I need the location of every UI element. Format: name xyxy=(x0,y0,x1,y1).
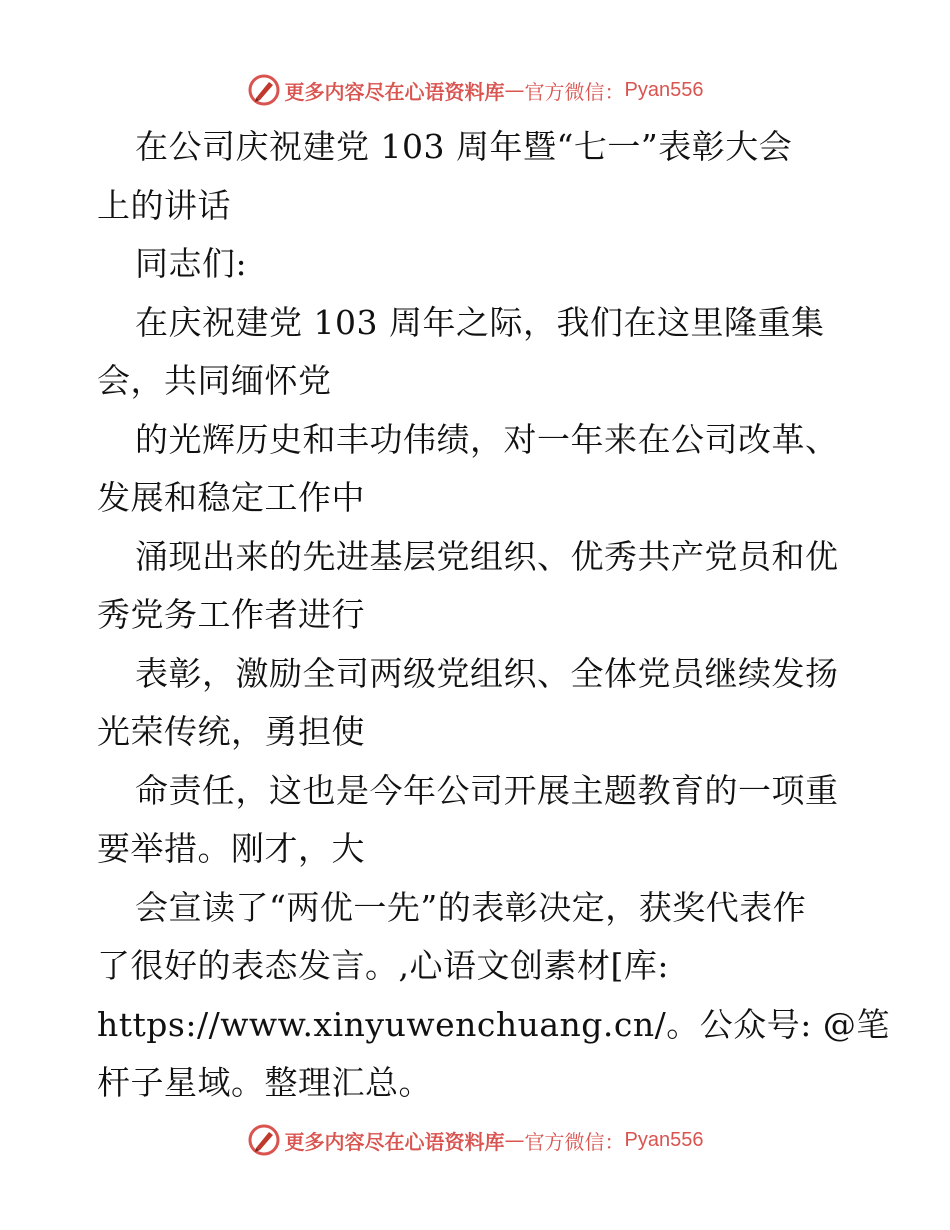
banner-wechat-label: 官方微信： xyxy=(524,1129,625,1154)
banner-wechat-id: Pyan556 xyxy=(624,1128,704,1151)
pen-logo-icon xyxy=(247,73,281,107)
salutation: 同志们: xyxy=(135,244,248,283)
banner-dash: — xyxy=(504,78,525,102)
paragraph-line: 的光辉历史和丰功伟绩，对一年来在公司改革、 xyxy=(135,419,839,459)
banner-site-text: 更多内容尽在心语资料库 xyxy=(284,1129,505,1154)
paragraph-line: 会，共同缅怀党 xyxy=(97,361,332,400)
paragraph-line: 秀党务工作者进行 xyxy=(97,595,365,634)
paragraph-line: 杆子星域。整理汇总。 xyxy=(97,1063,432,1102)
paragraph-line: 会宣读了“两优一先”的表彰决定，获奖代表作 xyxy=(135,887,807,927)
paragraph-line: 光荣传统，勇担使 xyxy=(97,712,365,751)
paragraph-line: 涌现出来的先进基层党组织、优秀共产党员和优 xyxy=(135,536,839,576)
title-line-1: 在公司庆祝建党 103 周年暨“七一”表彰大会 xyxy=(135,127,793,166)
footer-watermark-banner xyxy=(0,1120,950,1160)
paragraph-line: 命责任，这也是今年公司开展主题教育的一项重 xyxy=(135,770,839,810)
banner-wechat-id: Pyan556 xyxy=(624,78,704,101)
paragraph-line: 发展和稳定工作中 xyxy=(97,478,365,517)
paragraph-line: 了很好的表态发言。,心语文创素材[库: xyxy=(97,946,669,985)
paragraph-line-url: https://www.xinyuwenchuang.cn/。公众号: @笔 xyxy=(97,1004,890,1044)
paragraph-line: 表彰，激励全司两级党组织、全体党员继续发扬 xyxy=(135,653,839,693)
pen-logo-icon xyxy=(247,1123,281,1157)
header-watermark-banner xyxy=(0,70,950,110)
banner-dash: — xyxy=(504,1128,525,1152)
banner-wechat-label: 官方微信： xyxy=(524,79,625,104)
banner-site-text: 更多内容尽在心语资料库 xyxy=(284,79,505,104)
document-body xyxy=(97,118,890,1113)
paragraph-line: 在庆祝建党 103 周年之际，我们在这里隆重集 xyxy=(135,302,825,342)
paragraph-line: 要举措。刚才，大 xyxy=(97,829,365,868)
title-line-2: 上的讲话 xyxy=(97,185,231,225)
